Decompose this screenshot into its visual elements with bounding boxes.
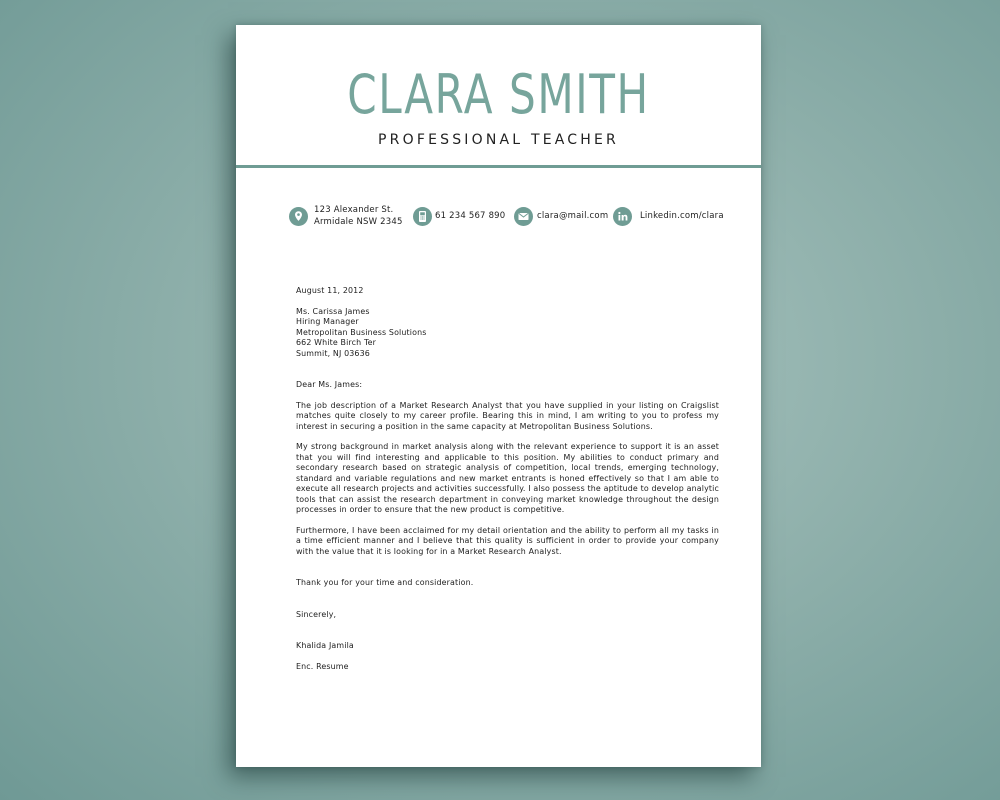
address-line-2: Armidale NSW 2345 [314, 217, 403, 227]
paragraph: Furthermore, I have been acclaimed for my detail orientation and the ability to perform all my tasks in a time efficient manner and I believe that this quality is sufficient in order to provide your company with the value that it is looking for in a Market Research Analyst. [296, 525, 719, 556]
recipient-street: 662 White Birch Ter [296, 338, 376, 347]
paragraph: My strong background in market analysis along with the relevant experience to support it is an asset that you will find interesting and applicable to this position. My abilities to conduct primary and secondary research based on strategic analysis of competition, local trends, emerging technology, standard and variable regulations and new market entrants is honed effectively so that I am able to execute all research projects and activities successfully. I also possess the aptitude to develop analytic tools that can assist the research department in conveying market knowledge throughout the design processes in order to ensure that the new product is competitive. [296, 442, 719, 514]
phone-icon [413, 207, 432, 226]
linkedin-icon [613, 207, 632, 226]
letter-body [296, 286, 719, 672]
recipient-address [296, 307, 719, 360]
location-icon [289, 207, 308, 226]
enclosure-line: Enc. Resume [296, 661, 349, 671]
candidate-title: PROFESSIONAL TEACHER [378, 132, 619, 148]
cover-letter-page [236, 25, 761, 767]
linkedin-url[interactable]: Linkedin.com/clara [640, 211, 724, 221]
salutation: Dear Ms. James: [296, 380, 363, 389]
mail-icon [514, 207, 533, 226]
recipient-company: Metropolitan Business Solutions [296, 327, 427, 337]
recipient-name: Ms. Carissa James [296, 306, 370, 316]
recipient-role: Hiring Manager [296, 317, 359, 326]
address-line-1: 123 Alexander St. [314, 205, 394, 215]
candidate-name: CLARA SMITH [347, 63, 650, 126]
signature-name: Khalida Jamila [296, 641, 354, 650]
letter-date: August 11, 2012 [296, 286, 364, 295]
paragraph: The job description of a Market Research Analyst that you have supplied in your listing on Craigslist matches quite closely to my career profile. Bearing this in mind, I am writing to you to profess my interest in securing a position in the same capacity at Metropolitan Business Solutions. [296, 400, 719, 431]
email-address[interactable]: clara@mail.com [537, 211, 609, 221]
recipient-city: Summit, NJ 03636 [296, 348, 370, 358]
closing-line: Sincerely, [296, 609, 337, 619]
thanks-line: Thank you for your time and consideration. [296, 578, 474, 587]
header-divider [236, 165, 761, 168]
phone-number[interactable]: 61 234 567 890 [435, 211, 506, 221]
